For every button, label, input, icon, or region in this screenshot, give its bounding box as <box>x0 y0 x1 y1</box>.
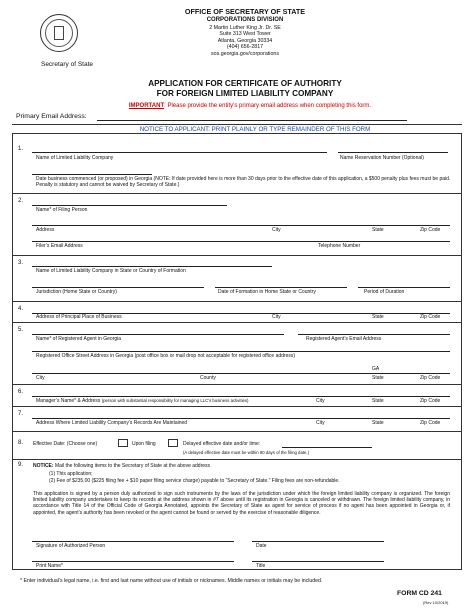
signature-date-field[interactable] <box>252 541 384 542</box>
formation-date-label: Date of Formation in Home State or Country <box>218 289 316 295</box>
filer-email-field[interactable] <box>32 241 450 242</box>
primary-email-field[interactable] <box>97 120 407 121</box>
important-note <box>80 103 420 109</box>
city-label: City <box>36 375 45 381</box>
llc-name-label: Name of Limited Liability Company <box>36 155 114 161</box>
date-commenced-text: Date business commenced (or proposed) in Georgia (NOTE: If date provided here is more than 30 days prior to the effective date of this application, a $500 penalty plus fees must be paid. Penalty is statutory and cannot be waived by Secretary of State.) <box>36 176 451 189</box>
revision-date: (Rev 10/2019) <box>423 600 449 605</box>
section-divider <box>12 406 462 407</box>
manager-note: (person with substantial responsibility for managing LLC’s business activities) <box>101 398 249 403</box>
address-line: Suite 313 West Tower <box>219 31 271 38</box>
address-line: sos.georgia.gov/corporations <box>210 50 280 57</box>
section-number: 6. <box>18 389 24 395</box>
section-divider <box>12 193 462 194</box>
llc-name-field[interactable] <box>32 152 327 153</box>
important-text: : Please provide the entity’s primary email address when completing this form. <box>164 103 372 109</box>
date-commenced-field[interactable] <box>32 174 152 175</box>
effective-date-label: Effective Date: (Choose one) <box>33 441 98 447</box>
city-label: City <box>316 420 325 426</box>
title-field[interactable] <box>252 561 384 562</box>
city-label: City <box>272 314 281 320</box>
registered-office-field[interactable] <box>32 351 450 352</box>
zip-label: Zip Code <box>420 227 441 233</box>
notice-line <box>33 463 210 469</box>
manager-field[interactable] <box>32 396 450 397</box>
address-line: (404) 656-2817 <box>226 44 264 51</box>
signature-field[interactable] <box>32 541 234 542</box>
agent-name-label: Name* of Registered Agent in Georgia <box>36 336 122 342</box>
filer-email-label: Filer’s Email Address <box>36 243 83 249</box>
period-duration-label: Period of Duration <box>364 289 405 295</box>
zip-label: Zip Code <box>420 314 441 320</box>
state-label: State <box>372 227 384 233</box>
print-name-field[interactable] <box>32 561 234 562</box>
signature-label: Signature of Authorized Person <box>36 543 106 549</box>
section-number: 8. <box>18 440 24 446</box>
primary-email-label: Primary Email Address: <box>16 113 87 120</box>
records-address-field[interactable] <box>32 418 450 419</box>
manager-label-text: Manager’s Name* & Address <box>36 398 101 404</box>
filer-name-field[interactable] <box>32 205 227 206</box>
notice-banner: NOTICE TO APPLICANT: PRINT PLAINLY OR TYPE REMAINDER OF THIS FORM <box>139 126 371 133</box>
zip-label: Zip Code <box>420 420 441 426</box>
county-label: County <box>200 375 216 381</box>
print-name-label: Print Name* <box>36 563 63 569</box>
telephone-label: Telephone Number <box>318 243 361 249</box>
city-label: City <box>316 398 325 404</box>
delayed-date-field[interactable] <box>282 447 372 448</box>
state-value-ga: GA <box>372 366 380 372</box>
division-title: CORPORATIONS DIVISION <box>206 17 284 23</box>
upon-filing-label: Upon filing <box>132 441 156 447</box>
section-number: 9. <box>18 462 24 468</box>
section-number: 7. <box>18 411 24 417</box>
section-number: 3. <box>18 260 24 266</box>
registered-office-label: Registered Office Street Address in Georgia (post office box or mail drop not acceptable for registered office address) <box>36 353 296 359</box>
jurisdiction-field[interactable] <box>32 287 204 288</box>
delayed-date-note: (A delayed effective date must be within 90 days of the filing date.) <box>183 450 310 455</box>
section-divider <box>12 255 462 256</box>
office-address <box>150 25 340 57</box>
section-divider <box>12 384 462 385</box>
records-address-label: Address Where Limited Liability Company’s Records Are Maintained <box>36 420 188 426</box>
reservation-number-field[interactable] <box>338 152 448 153</box>
section-divider <box>12 431 462 432</box>
reservation-label: Name Reservation Number (Optional) <box>340 155 424 161</box>
section-number: 5. <box>18 327 24 333</box>
state-label: State <box>372 314 384 320</box>
filer-address-field[interactable] <box>32 225 450 226</box>
agent-email-field[interactable] <box>298 334 450 335</box>
zip-label: Zip Code <box>420 375 441 381</box>
section-number: 1. <box>18 146 24 152</box>
seal-caption: Secretary of State <box>40 61 94 68</box>
office-title: OFFICE OF SECRETARY OF STATE <box>184 7 306 16</box>
address-label: Address <box>36 227 55 233</box>
state-label: State <box>372 420 384 426</box>
important-label: IMPORTANT <box>128 103 165 109</box>
form-title-line1: APPLICATION FOR CERTIFICATE OF AUTHORITY <box>148 79 342 88</box>
delayed-date-label: Delayed effective date and/or time: <box>183 441 261 447</box>
city-label: City <box>272 227 281 233</box>
section-divider <box>12 459 462 460</box>
form-title-line2: FOR FOREIGN LIMITED LIABILITY COMPANY <box>156 89 334 98</box>
home-llc-name-field[interactable] <box>32 266 272 267</box>
address-line: 2 Martin Luther King Jr. Dr. SE <box>209 25 281 31</box>
address-line: Atlanta, Georgia 30334 <box>217 37 273 44</box>
section-divider <box>12 301 462 302</box>
notice-text: Mail the following items to the Secretary of State at the above address <box>54 463 211 469</box>
footnote: * Enter individual’s legal name, i.e. first and last name without use of initials or nicknames. Middle names or initials may be included. <box>20 578 323 584</box>
filer-name-label: Name* of Filing Person <box>36 207 88 213</box>
section-number: 2. <box>18 198 24 204</box>
principal-address-label: Address of Principal Place of Business <box>36 314 122 320</box>
divider <box>12 124 462 125</box>
manager-label <box>36 398 249 404</box>
agent-email-label: Registered Agent’s Email Address <box>306 336 382 342</box>
formation-date-field[interactable] <box>215 287 347 288</box>
date-label: Date <box>256 543 267 549</box>
period-duration-field[interactable] <box>358 287 450 288</box>
mail-item-2: (2) Fee of $235.00 ($225 filing fee + $10 paper filing service charge) payable to “Secretary of State.” Filing fees are non-refundable. <box>49 478 340 484</box>
title-label: Title <box>256 563 266 569</box>
state-seal <box>40 14 78 52</box>
section-number: 4. <box>18 306 24 312</box>
agent-name-field[interactable] <box>32 334 284 335</box>
zip-label: Zip Code <box>420 398 441 404</box>
section-divider <box>12 322 462 323</box>
mail-item-1: (1) This application; <box>49 471 93 477</box>
state-label: State <box>372 375 384 381</box>
notice-label: NOTICE: <box>33 463 54 469</box>
jurisdiction-label: Jurisdiction (Home State or Country) <box>36 289 117 295</box>
upon-filing-checkbox[interactable] <box>118 439 128 447</box>
authorization-paragraph: This application is signed by a person duly authorized to sign such instruments by the laws of the jurisdiction under which the foreign limited liability company is organized. The foreign limited liability company undertakes to keep its records at the address shown in #7 above until its registration in Georgia is canceled or withdrawn. The foreign limited liability company, in accordance with Title 14 of the Official Code of Georgia Annotated, appoints the Secretary of State as agent for service of process if no agent has been appointed in Georgia or, if appointed, the agent’s authority has been revoked or the agent cannot be found or served by the exercise of reasonable diligence. <box>33 491 450 516</box>
form-number: FORM CD 241 <box>397 590 442 597</box>
state-label: State <box>372 398 384 404</box>
home-llc-name-label: Name of Limited Liability Company in State or Country of Formation <box>36 268 186 274</box>
delayed-date-checkbox[interactable] <box>168 439 178 447</box>
registered-city-field[interactable] <box>32 373 450 374</box>
